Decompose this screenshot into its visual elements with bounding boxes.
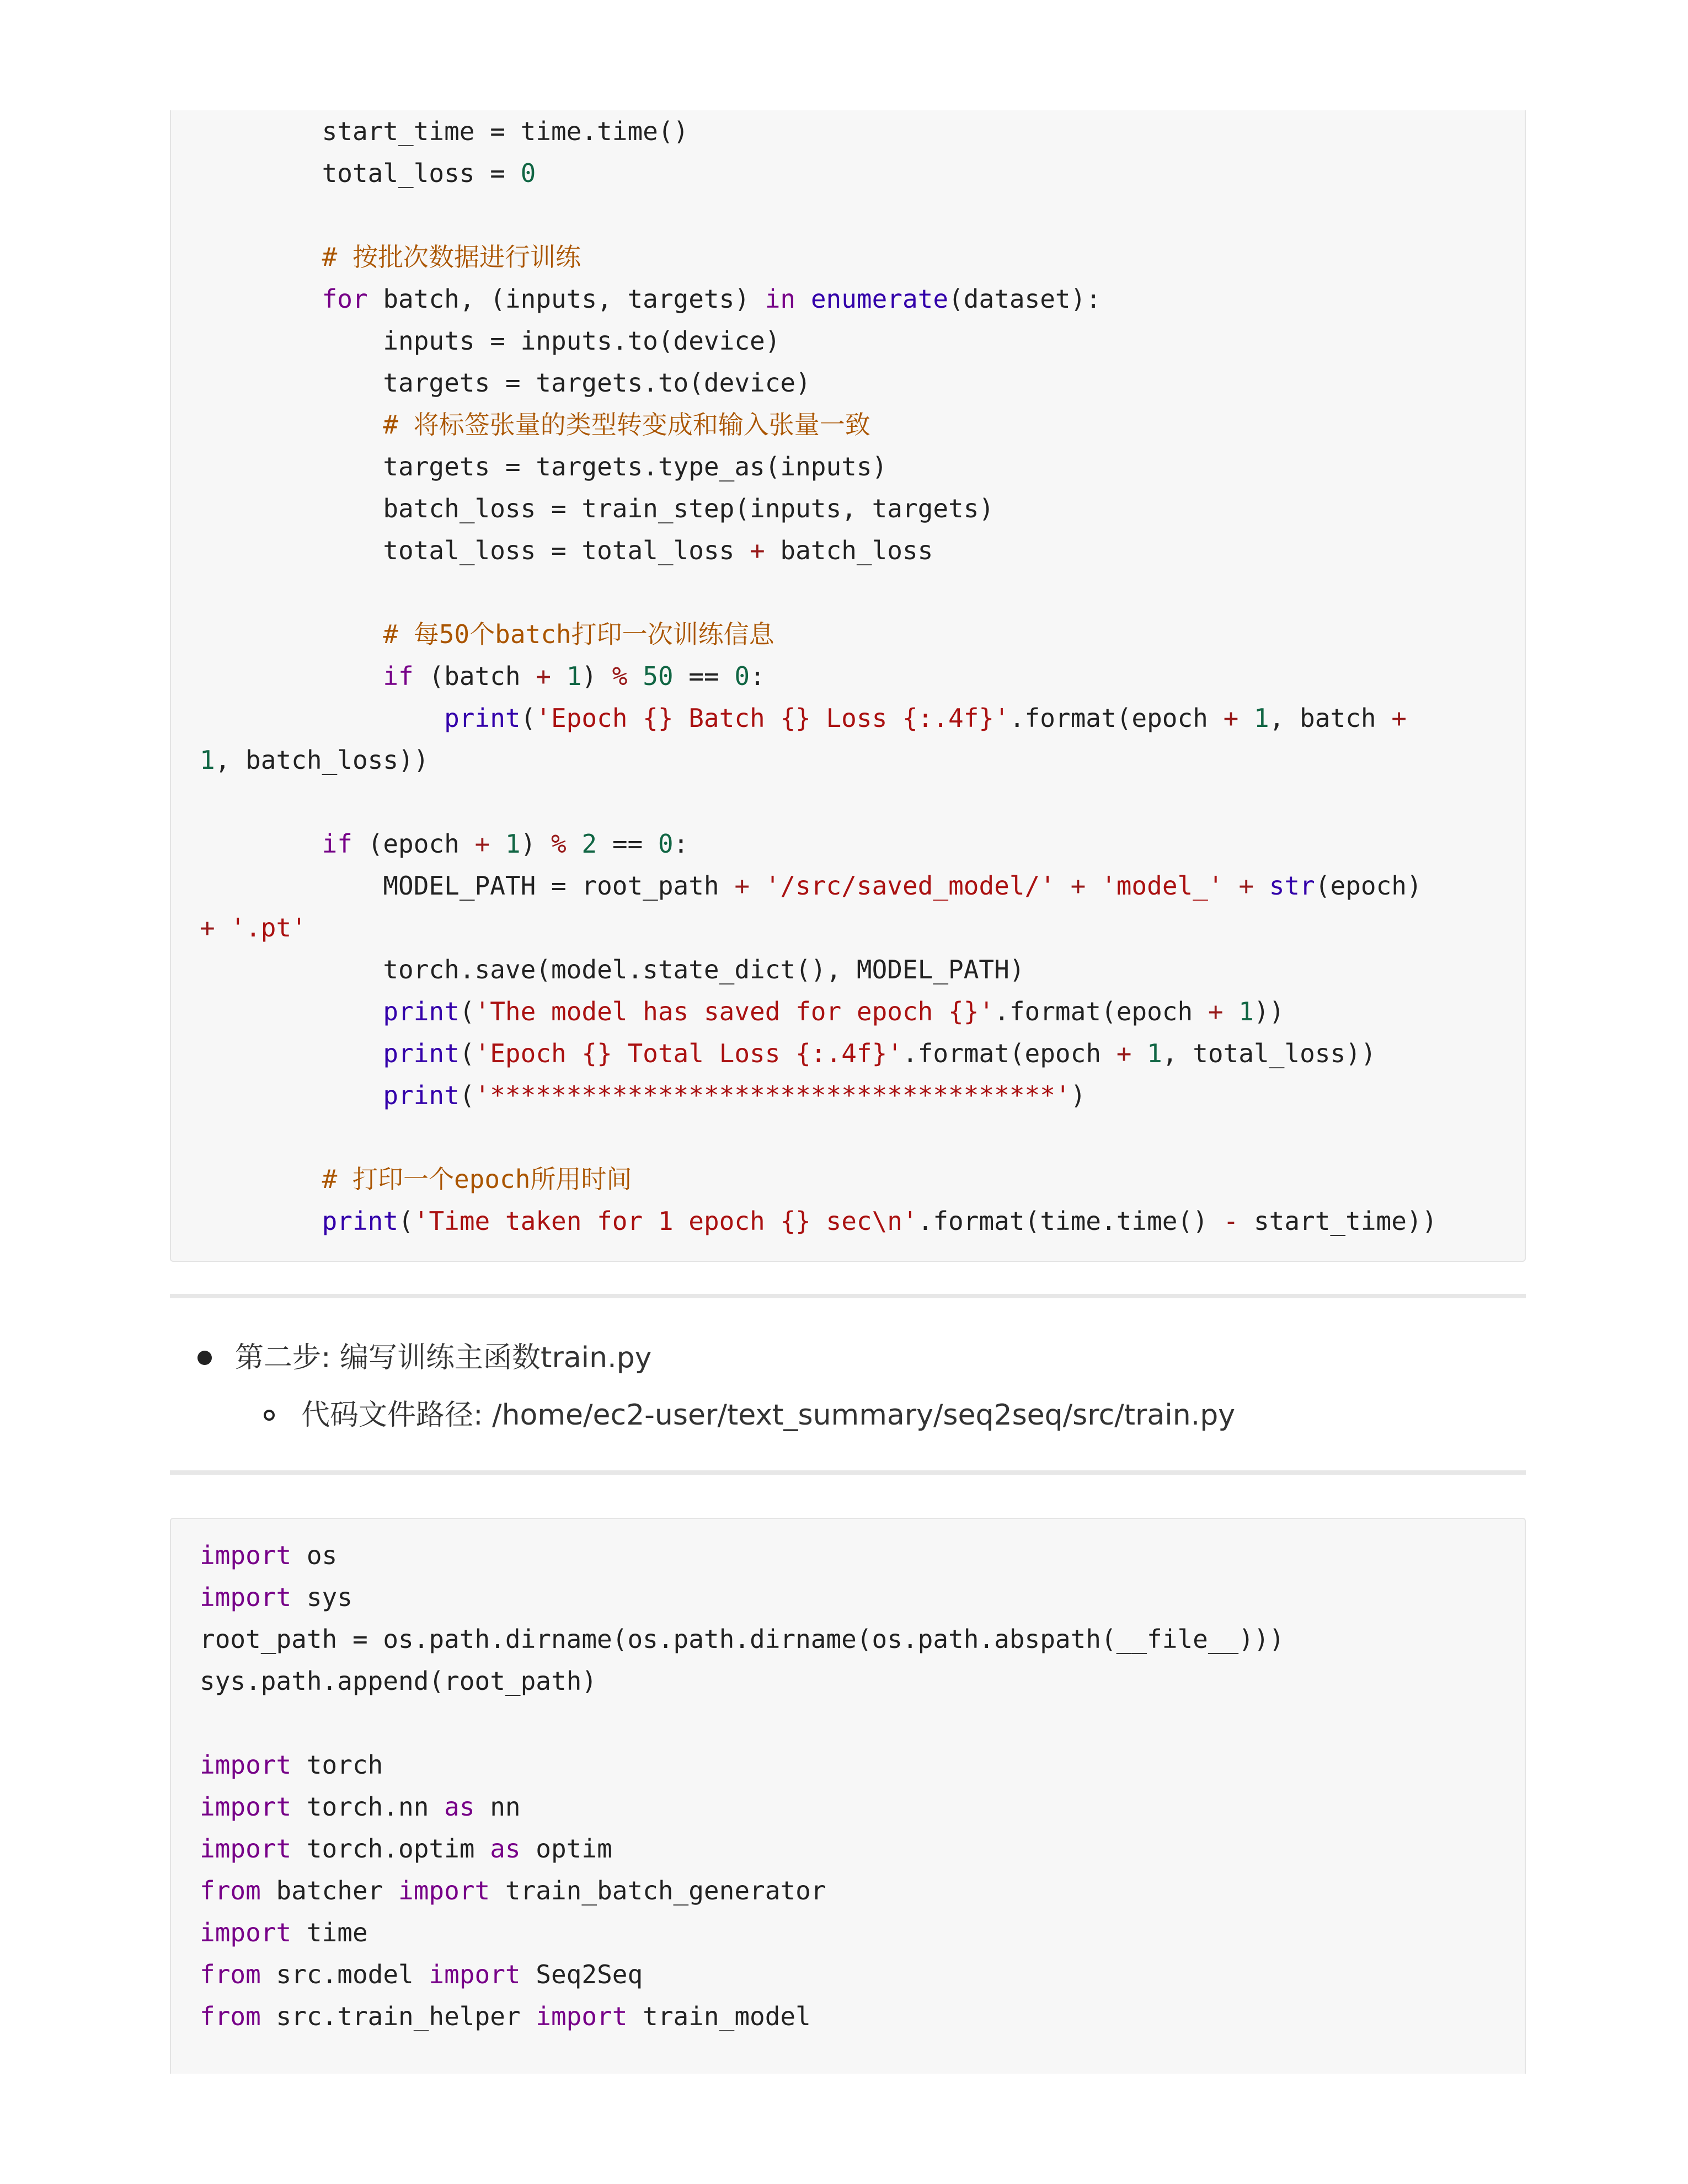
code-token: print — [322, 1206, 399, 1236]
code-token: , total_loss)) — [1162, 1039, 1376, 1068]
code-line — [200, 1660, 597, 1702]
code-line — [200, 697, 1407, 739]
code-token: 1 — [505, 829, 521, 859]
code-token — [750, 871, 765, 901]
code-token: 'model_' — [1101, 871, 1224, 901]
code-line — [200, 1953, 643, 1995]
code-token: import — [200, 1540, 292, 1570]
code-token: '/src/saved_model/' — [765, 871, 1055, 901]
code-line — [200, 152, 536, 194]
code-token: from — [200, 1960, 261, 1989]
code-token — [1254, 871, 1269, 901]
code-token: import — [398, 1876, 490, 1905]
code-token: 1 — [566, 661, 582, 691]
code-token: # 按批次数据进行训练 — [322, 242, 581, 272]
code-token: (epoch) — [1315, 871, 1422, 901]
code-block-train-main — [170, 1518, 1526, 2074]
code-token: - — [1223, 1206, 1239, 1236]
code-line — [200, 1534, 337, 1576]
code-line — [200, 1074, 1086, 1116]
code-line — [200, 362, 811, 404]
code-token: 1 — [1147, 1039, 1162, 1068]
code-line — [200, 1870, 826, 1912]
code-line — [200, 823, 688, 865]
code-token: from — [200, 1876, 261, 1905]
code-token: sys.path.append(root_path) — [200, 1666, 597, 1696]
code-token: , batch_loss)) — [215, 745, 429, 775]
code-token: % — [612, 661, 628, 691]
code-token: (epoch — [352, 829, 475, 859]
code-line — [200, 1995, 811, 2037]
code-token: ( — [459, 1039, 475, 1068]
code-token: + — [1391, 703, 1407, 733]
code-token: + — [1070, 871, 1086, 901]
code-token: from — [200, 2001, 261, 2031]
code-token: import — [200, 1582, 292, 1612]
code-token: 'Epoch {} Batch {} Loss {:.4f}' — [536, 703, 1009, 733]
code-token — [795, 284, 811, 314]
code-line — [200, 1912, 368, 1953]
code-token: if — [383, 661, 414, 691]
code-token: os — [291, 1540, 338, 1570]
code-token: + — [750, 536, 765, 565]
code-token: torch.optim — [291, 1834, 490, 1864]
code-token: ( — [459, 1080, 475, 1110]
code-token: )) — [1253, 997, 1285, 1026]
code-token: % — [551, 829, 567, 859]
code-token: train_model — [627, 2001, 811, 2031]
code-token: 'Epoch {} Total Loss {:.4f}' — [474, 1039, 902, 1068]
code-token: optim — [520, 1834, 612, 1864]
code-line — [200, 529, 933, 571]
code-token: == — [597, 829, 658, 859]
code-token: print — [383, 997, 460, 1026]
code-token: .format(epoch — [1009, 703, 1224, 733]
code-line — [200, 236, 581, 278]
code-token: import — [536, 2001, 628, 2031]
code-token — [1055, 871, 1071, 901]
code-token: str — [1269, 871, 1315, 901]
code-token: + — [200, 913, 215, 943]
code-token — [628, 661, 643, 691]
code-token: + — [1116, 1039, 1132, 1068]
code-token: batcher — [260, 1876, 399, 1905]
code-token: torch — [291, 1750, 383, 1780]
code-token: ( — [520, 703, 536, 733]
code-token: import — [200, 1834, 292, 1864]
code-token: # 打印一个epoch所用时间 — [322, 1164, 632, 1194]
code-line — [200, 1200, 1437, 1242]
code-line — [200, 404, 870, 446]
code-token: if — [322, 829, 352, 859]
code-token: total_loss = total_loss — [383, 536, 750, 565]
code-token: 1 — [1238, 997, 1254, 1026]
code-token: time — [291, 1918, 368, 1947]
code-token: src.train_helper — [260, 2001, 536, 2031]
code-line — [200, 1576, 352, 1618]
code-token — [1086, 871, 1101, 901]
code-token: ( — [398, 1206, 414, 1236]
code-token: inputs = inputs.to(device) — [383, 326, 781, 356]
code-line — [200, 865, 1422, 907]
code-token: Seq2Seq — [520, 1960, 643, 1989]
code-line — [200, 1744, 383, 1786]
code-line — [200, 949, 1025, 991]
code-token: train_batch_generator — [490, 1876, 826, 1905]
divider — [170, 1470, 1526, 1475]
code-token: ) — [520, 829, 552, 859]
code-line — [200, 110, 688, 152]
code-token — [1224, 871, 1239, 901]
code-token: torch.nn — [291, 1792, 445, 1822]
divider — [170, 1294, 1526, 1298]
code-token: batch_loss = train_step(inputs, targets) — [383, 494, 995, 523]
code-token: import — [200, 1792, 292, 1822]
code-token: import — [200, 1750, 292, 1780]
code-token: sys — [291, 1582, 352, 1612]
code-line — [200, 739, 429, 781]
code-token: 50 — [643, 661, 674, 691]
code-token: batch_loss — [765, 536, 933, 565]
code-token: targets = targets.type_as(inputs) — [383, 452, 888, 481]
code-token: ) — [581, 661, 612, 691]
code-line — [200, 278, 1101, 320]
code-token: as — [490, 1834, 521, 1864]
code-token: enumerate — [810, 284, 949, 314]
code-token: import — [200, 1918, 292, 1947]
code-token: + — [474, 829, 490, 859]
code-token: : — [750, 661, 765, 691]
code-token — [490, 829, 505, 859]
code-token: 0 — [520, 158, 536, 188]
code-token — [215, 913, 231, 943]
code-token: 1 — [1253, 703, 1269, 733]
code-token — [551, 661, 567, 691]
code-token: : — [673, 829, 689, 859]
bullet-disc-icon — [197, 1351, 212, 1365]
code-token: 1 — [200, 745, 215, 775]
code-token: # 将标签张量的类型转变成和输入张量一致 — [383, 410, 870, 440]
code-token: (batch — [413, 661, 536, 691]
code-line — [200, 1828, 612, 1870]
code-token: start_time = time.time() — [322, 116, 689, 146]
code-token: == — [673, 661, 735, 691]
step-title: 第二步: 编写训练主函数train.py — [235, 1341, 652, 1374]
code-token: targets = targets.to(device) — [383, 368, 811, 398]
code-token: print — [444, 703, 521, 733]
code-line — [200, 446, 887, 488]
code-token: in — [765, 284, 796, 314]
code-line — [200, 1032, 1376, 1074]
code-token — [1238, 703, 1254, 733]
code-token: + — [1208, 997, 1224, 1026]
code-token: total_loss = — [322, 158, 521, 188]
code-token: .format(epoch — [902, 1039, 1117, 1068]
code-line — [200, 613, 774, 655]
code-token: 0 — [658, 829, 674, 859]
code-line — [200, 1158, 632, 1200]
code-line — [200, 320, 780, 362]
code-token: ( — [459, 997, 475, 1026]
code-token: + — [734, 871, 750, 901]
code-line — [200, 1618, 1284, 1660]
code-line — [200, 1786, 521, 1828]
code-token: 'The model has saved for epoch {}' — [474, 997, 995, 1026]
code-token: MODEL_PATH = root_path — [383, 871, 735, 901]
code-token: + — [1223, 703, 1239, 733]
code-token: .format(epoch — [994, 997, 1208, 1026]
code-token: nn — [474, 1792, 521, 1822]
code-token — [1224, 997, 1239, 1026]
code-line — [200, 488, 994, 529]
code-token — [567, 829, 582, 859]
code-token: , batch — [1269, 703, 1392, 733]
code-token: as — [444, 1792, 475, 1822]
code-token: (dataset): — [948, 284, 1102, 314]
code-token: + — [536, 661, 551, 691]
code-block-train-helper — [170, 110, 1526, 1262]
bullet-circle-icon — [264, 1410, 275, 1421]
code-token: '*************************************' — [474, 1080, 1071, 1110]
file-path-item: 代码文件路径: /home/ec2-user/text_summary/seq2seq/src/train.py — [301, 1399, 1235, 1432]
code-line — [200, 991, 1284, 1032]
code-token: for — [322, 284, 368, 314]
code-token: start_time)) — [1238, 1206, 1438, 1236]
code-token: import — [429, 1960, 521, 1989]
code-token: 0 — [734, 661, 750, 691]
code-token: print — [383, 1039, 460, 1068]
code-token: + — [1238, 871, 1254, 901]
code-token: .format(time.time() — [917, 1206, 1224, 1236]
code-token: batch, (inputs, targets) — [367, 284, 765, 314]
code-token: print — [383, 1080, 460, 1110]
code-token: src.model — [260, 1960, 429, 1989]
code-line — [200, 907, 307, 949]
code-token: 2 — [581, 829, 597, 859]
code-token: 'Time taken for 1 epoch {} sec\n' — [413, 1206, 918, 1236]
code-token: root_path = os.path.dirname(os.path.dirname(os.path.abspath(__file__))) — [200, 1624, 1285, 1654]
code-token: '.pt' — [230, 913, 307, 943]
code-token — [1131, 1039, 1147, 1068]
code-token: # 每50个batch打印一次训练信息 — [383, 619, 774, 649]
code-line — [200, 655, 765, 697]
code-token: torch.save(model.state_dict(), MODEL_PATH) — [383, 955, 1025, 984]
code-token: ) — [1070, 1080, 1086, 1110]
